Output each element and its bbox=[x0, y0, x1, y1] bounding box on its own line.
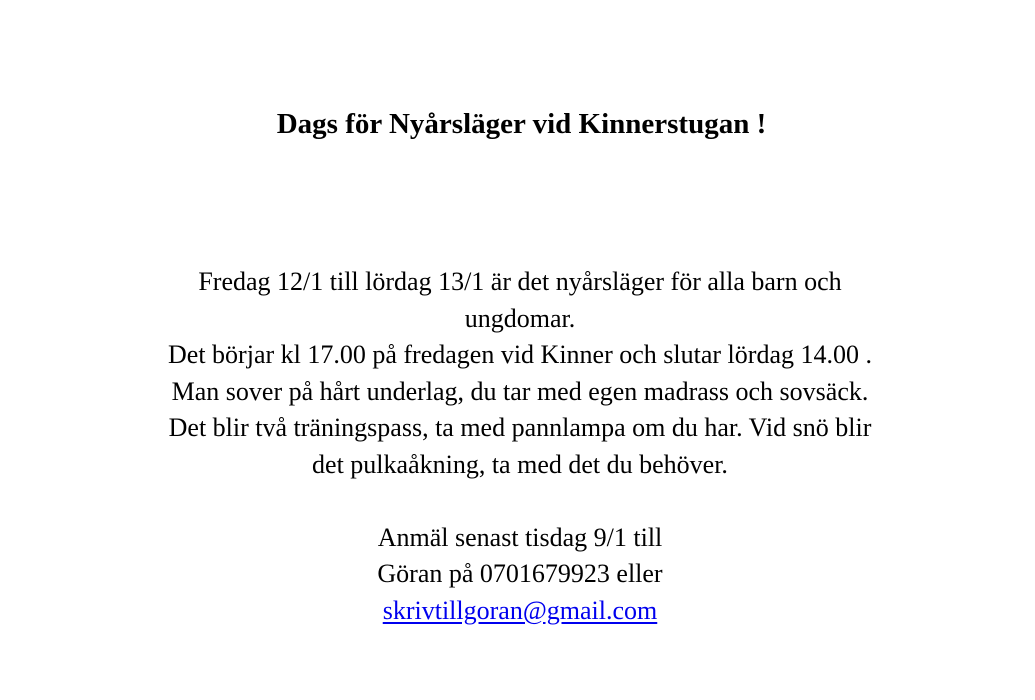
body-line-6: det pulkaåkning, ta med det du behöver. bbox=[312, 449, 728, 479]
signup-deadline: Anmäl senast tisdag 9/1 till bbox=[377, 522, 663, 552]
body-line-5: Det blir två träningspass, ta med pannlampa om du har. Vid snö blir bbox=[168, 413, 872, 442]
body-line-1: Fredag 12/1 till lördag 13/1 är det nyårsläger för alla barn och bbox=[198, 267, 842, 296]
email-link[interactable]: skrivtillgoran@gmail.com bbox=[382, 595, 658, 625]
body-line-2: ungdomar. bbox=[464, 303, 576, 333]
signup-contact: Göran på 0701679923 eller bbox=[377, 559, 663, 588]
signup-email-line bbox=[0, 593, 1035, 630]
page-title: Dags för Nyårsläger vid Kinnerstugan ! bbox=[276, 108, 767, 140]
body-line-4: Man sover på hårt underlag, du tar med egen madrass och sovsäck. bbox=[171, 376, 869, 406]
paragraph-spacer bbox=[0, 483, 1035, 520]
invitation-body bbox=[0, 264, 1035, 629]
body-line-3: Det börjar kl 17.00 på fredagen vid Kinner och slutar lördag 14.00 . bbox=[168, 340, 872, 369]
